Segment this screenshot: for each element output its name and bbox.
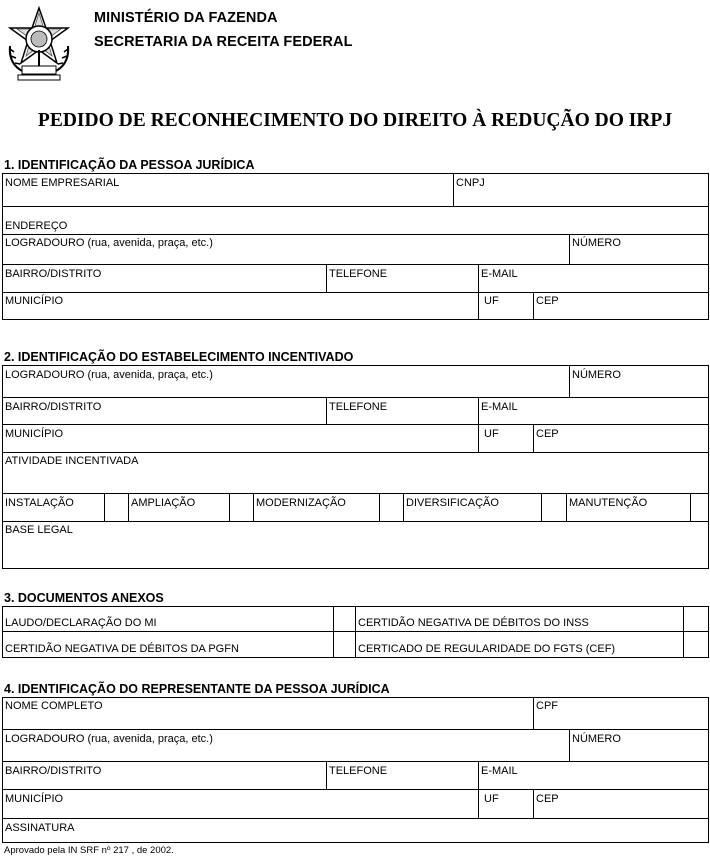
s2-bairro-field[interactable]: BAIRRO/DISTRITO — [5, 401, 102, 413]
s4-uf-field[interactable]: UF — [484, 793, 499, 805]
s4-logradouro-field[interactable]: LOGRADOURO (rua, avenida, praça, etc.) — [5, 733, 213, 745]
brazil-coat-of-arms-icon — [4, 6, 74, 84]
section2-heading: 2. IDENTIFICAÇÃO DO ESTABELECIMENTO INCENTIVADO — [4, 350, 354, 364]
s2-email-field[interactable]: E-MAIL — [481, 401, 518, 413]
s1-cnpj-field[interactable]: CNPJ — [456, 177, 485, 189]
secretariat-name: SECRETARIA DA RECEITA FEDERAL — [94, 34, 353, 50]
s3-laudo-checkbox[interactable] — [334, 607, 355, 631]
section1-heading: 1. IDENTIFICAÇÃO DA PESSOA JURÍDICA — [4, 158, 255, 172]
s1-nome-empresarial-field[interactable]: NOME EMPRESARIAL — [5, 177, 120, 189]
section2-box — [2, 365, 709, 569]
s4-numero-field[interactable]: NÚMERO — [572, 733, 621, 745]
s2-instalacao-label: INSTALAÇÃO — [5, 497, 74, 509]
s4-bairro-field[interactable]: BAIRRO/DISTRITO — [5, 765, 102, 777]
s2-uf-field[interactable]: UF — [484, 428, 499, 440]
s2-cep-field[interactable]: CEP — [536, 428, 559, 440]
ministry-name: MINISTÉRIO DA FAZENDA — [94, 10, 278, 26]
s2-ampliacao-label: AMPLIAÇÃO — [131, 497, 196, 509]
s2-modernizacao-label: MODERNIZAÇÃO — [256, 497, 346, 509]
s2-diversificacao-checkbox[interactable] — [542, 494, 566, 521]
s2-manutencao-checkbox[interactable] — [691, 494, 708, 521]
s1-numero-field[interactable]: NÚMERO — [572, 237, 621, 249]
s3-cnd-pgfn-checkbox[interactable] — [334, 632, 355, 657]
s1-municipio-field[interactable]: MUNICÍPIO — [5, 295, 64, 307]
s3-cnd-pgfn-label: CERTIDÃO NEGATIVA DE DÉBITOS DA PGFN — [5, 643, 239, 655]
s3-cnd-inss-checkbox[interactable] — [684, 607, 708, 631]
s1-endereco-label: ENDEREÇO — [5, 220, 68, 232]
s2-numero-field[interactable]: NÚMERO — [572, 369, 621, 381]
s2-atividade-label: ATIVIDADE INCENTIVADA — [5, 455, 139, 467]
s1-telefone-field[interactable]: TELEFONE — [329, 268, 388, 280]
s1-cep-field[interactable]: CEP — [536, 295, 559, 307]
s1-logradouro-field[interactable]: LOGRADOURO (rua, avenida, praça, etc.) — [5, 237, 213, 249]
s4-cep-field[interactable]: CEP — [536, 793, 559, 805]
section3-heading: 3. DOCUMENTOS ANEXOS — [4, 591, 164, 605]
s1-bairro-field[interactable]: BAIRRO/DISTRITO — [5, 268, 102, 280]
s4-nome-completo-field[interactable]: NOME COMPLETO — [5, 700, 103, 712]
footer-approval-note: Aprovado pela IN SRF nº 217 , de 2002. — [4, 845, 174, 856]
s2-telefone-field[interactable]: TELEFONE — [329, 401, 388, 413]
s4-assinatura-field[interactable]: ASSINATURA — [5, 822, 75, 834]
s1-uf-field[interactable]: UF — [484, 295, 499, 307]
s4-email-field[interactable]: E-MAIL — [481, 765, 518, 777]
s2-ampliacao-checkbox[interactable] — [230, 494, 253, 521]
s2-municipio-field[interactable]: MUNICÍPIO — [5, 428, 64, 440]
s2-base-legal-field[interactable]: BASE LEGAL — [5, 524, 73, 536]
s1-email-field[interactable]: E-MAIL — [481, 268, 518, 280]
s4-cpf-field[interactable]: CPF — [536, 700, 558, 712]
s2-instalacao-checkbox[interactable] — [105, 494, 128, 521]
s3-crf-fgts-label: CERTICADO DE REGULARIDADE DO FGTS (CEF) — [358, 643, 616, 655]
s2-logradouro-field[interactable]: LOGRADOURO (rua, avenida, praça, etc.) — [5, 369, 213, 381]
s2-manutencao-label: MANUTENÇÃO — [569, 497, 648, 509]
s3-cnd-inss-label: CERTIDÃO NEGATIVA DE DÉBITOS DO INSS — [358, 617, 589, 629]
s4-telefone-field[interactable]: TELEFONE — [329, 765, 388, 777]
s2-diversificacao-label: DIVERSIFICAÇÃO — [406, 497, 499, 509]
s4-municipio-field[interactable]: MUNICÍPIO — [5, 793, 64, 805]
s2-modernizacao-checkbox[interactable] — [380, 494, 403, 521]
section4-heading: 4. IDENTIFICAÇÃO DO REPRESENTANTE DA PESSOA JURÍDICA — [4, 682, 390, 696]
s3-crf-fgts-checkbox[interactable] — [684, 632, 708, 657]
page-title: PEDIDO DE RECONHECIMENTO DO DIREITO À REDUÇÃO DO IRPJ — [37, 110, 673, 131]
s3-laudo-label: LAUDO/DECLARAÇÃO DO MI — [5, 617, 157, 629]
